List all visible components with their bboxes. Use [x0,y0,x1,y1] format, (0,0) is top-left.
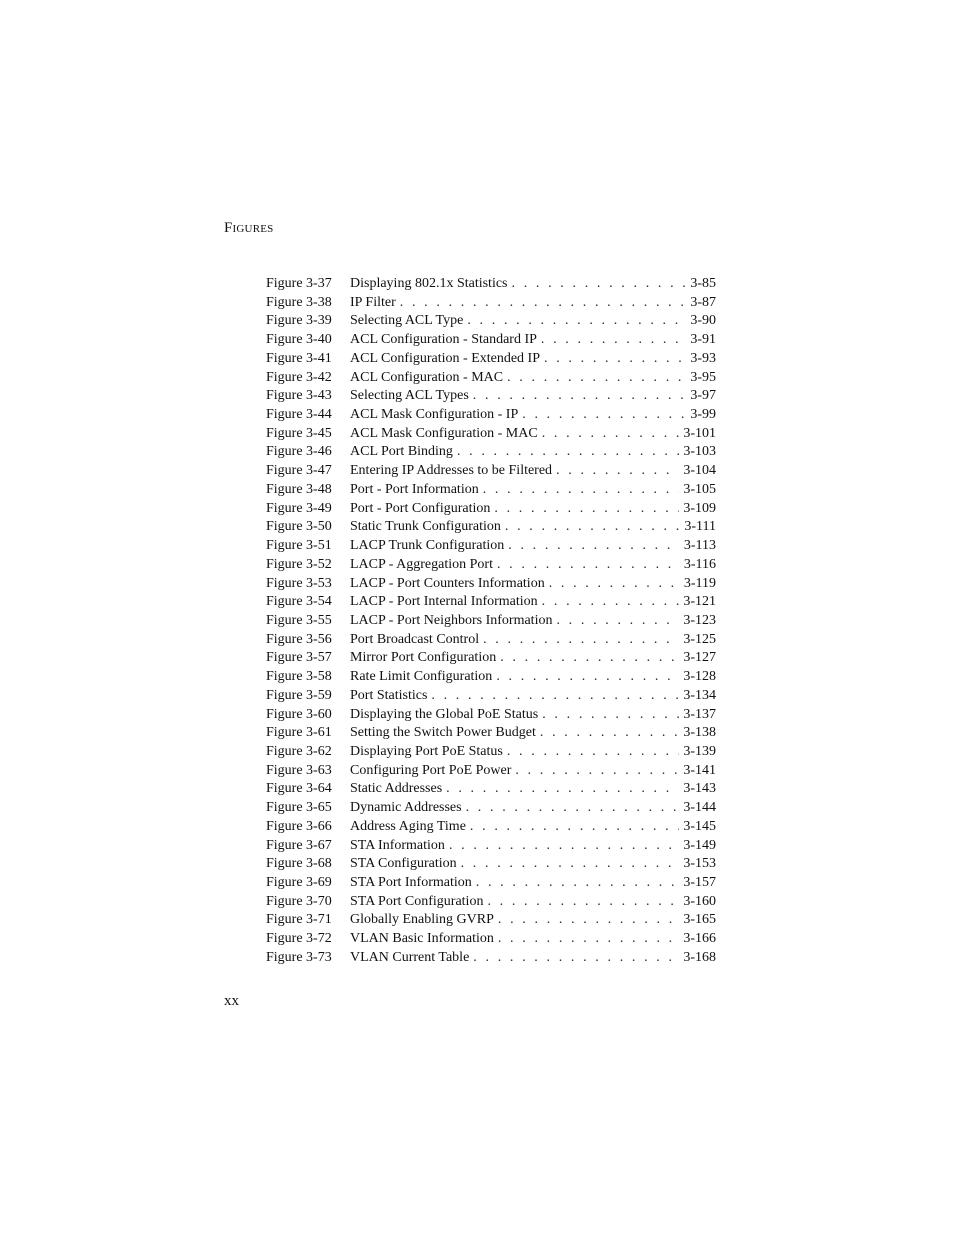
figure-number: Figure 3-43 [266,388,332,404]
figure-page-number: 3-168 [683,949,716,965]
dot-leader [466,799,680,818]
dot-leader [542,425,680,444]
figure-page-number: 3-139 [683,743,716,759]
dot-leader [487,893,679,912]
figure-page-number: 3-143 [683,781,716,797]
figure-number: Figure 3-61 [266,725,332,741]
list-item [266,331,716,350]
figure-title: STA Information [350,837,445,853]
figure-page-number: 3-116 [683,556,716,572]
dot-leader [476,874,680,893]
figure-title: STA Port Information [350,875,472,890]
dot-leader [457,443,679,462]
figure-number: Figure 3-62 [266,743,332,759]
figure-number: Figure 3-71 [266,912,332,928]
dot-leader [542,593,680,612]
figure-title: LACP - Port Neighbors Information [350,612,553,628]
figure-title: Selecting ACL Type [350,313,464,329]
figure-number: Figure 3-57 [266,650,332,666]
list-item [266,481,716,500]
figure-title: Rate Limit Configuration [350,669,493,685]
figure-title: Setting the Switch Power Budget [350,725,536,741]
figure-page-number: 3-105 [683,481,716,497]
figure-number: Figure 3-39 [266,313,332,329]
figure-title: VLAN Current Table [350,949,470,965]
figure-page-number: 3-97 [690,388,716,404]
dot-leader [508,537,680,556]
figure-title: Address Aging Time [350,818,466,834]
running-head-initial: F [224,220,233,236]
list-item [266,500,716,519]
figure-title: Static Addresses [350,781,443,797]
figure-number: Figure 3-56 [266,631,332,647]
figure-page-number: 3-85 [690,276,716,291]
list-item [266,350,716,369]
figure-number: Figure 3-44 [266,407,332,423]
figure-title: Configuring Port PoE Power [350,762,512,778]
figure-page-number: 3-119 [683,575,716,591]
figure-title: VLAN Basic Information [350,931,494,947]
list-item [266,406,716,425]
figure-number: Figure 3-47 [266,463,332,479]
dot-leader [498,911,679,930]
list-item [266,780,716,799]
figure-number: Figure 3-63 [266,762,332,778]
dot-leader [496,668,679,687]
list-item [266,874,716,893]
figure-number: Figure 3-54 [266,594,332,610]
list-item [266,743,716,762]
list-item [266,949,716,968]
list-item [266,911,716,930]
figure-page-number: 3-111 [684,519,716,535]
figure-page-number: 3-123 [683,612,716,628]
dot-leader [473,949,679,968]
figure-number: Figure 3-69 [266,875,332,890]
list-item [266,706,716,725]
figure-number: Figure 3-49 [266,500,332,516]
figure-number: Figure 3-64 [266,781,332,797]
list-item [266,687,716,706]
figure-number: Figure 3-66 [266,818,332,834]
figure-title: ACL Configuration - Standard IP [350,332,537,348]
list-item [266,837,716,856]
dot-leader [505,518,680,537]
list-item [266,631,716,650]
figure-title: Dynamic Addresses [350,800,462,816]
figure-page-number: 3-145 [683,818,716,834]
figure-number: Figure 3-38 [266,294,332,310]
figure-title: IP Filter [350,294,396,310]
figure-number: Figure 3-67 [266,837,332,853]
figure-number: Figure 3-70 [266,893,332,909]
dot-leader [556,462,679,481]
figure-number: Figure 3-53 [266,575,332,591]
figure-title: Selecting ACL Types [350,388,469,404]
dot-leader [507,369,686,388]
dot-leader [494,500,679,519]
dot-leader [556,612,679,631]
list-item [266,818,716,837]
figure-page-number: 3-127 [683,650,716,666]
figure-title: Port - Port Configuration [350,500,491,516]
dot-leader [549,575,680,594]
figure-title: Port Statistics [350,687,428,703]
figure-number: Figure 3-58 [266,669,332,685]
figure-page-number: 3-149 [683,837,716,853]
figure-page-number: 3-99 [690,407,716,423]
list-item [266,556,716,575]
dot-leader [470,818,679,837]
figure-page-number: 3-125 [683,631,716,647]
figure-page-number: 3-157 [683,875,716,890]
list-item [266,893,716,912]
figure-page-number: 3-95 [690,369,716,385]
figure-number: Figure 3-51 [266,538,332,554]
list-item [266,369,716,388]
figure-number: Figure 3-73 [266,949,332,965]
figure-page-number: 3-90 [690,313,716,329]
figure-number: Figure 3-46 [266,444,332,460]
dot-leader [483,481,680,500]
figure-title: ACL Configuration - Extended IP [350,350,541,366]
dot-leader [542,706,679,725]
dot-leader [449,837,679,856]
figure-title: ACL Mask Configuration - IP [350,407,519,423]
figure-title: ACL Configuration - MAC [350,369,504,385]
figure-title: STA Configuration [350,856,457,872]
figure-title: LACP - Aggregation Port [350,556,493,572]
dot-leader [507,743,679,762]
figure-page-number: 3-113 [683,538,716,554]
figure-number: Figure 3-65 [266,800,332,816]
figure-number: Figure 3-48 [266,481,332,497]
list-item [266,855,716,874]
figure-page-number: 3-128 [683,669,716,685]
figure-page-number: 3-104 [683,463,716,479]
dot-leader [540,724,679,743]
figure-page-number: 3-109 [683,500,716,516]
dot-leader [467,312,686,331]
figure-number: Figure 3-68 [266,856,332,872]
running-head-rest: IGURES [232,223,274,235]
figure-page-number: 3-134 [683,687,716,703]
dot-leader [461,855,680,874]
figure-title: STA Port Configuration [350,893,484,909]
list-item [266,443,716,462]
dot-leader [522,406,686,425]
list-item [266,518,716,537]
figure-number: Figure 3-59 [266,687,332,703]
figure-number: Figure 3-72 [266,931,332,947]
list-item [266,425,716,444]
list-item [266,387,716,406]
dot-leader [515,762,679,781]
figure-title: ACL Mask Configuration - MAC [350,425,538,441]
figure-page-number: 3-91 [690,332,716,348]
figure-page-number: 3-121 [683,594,716,610]
figure-title: Port Broadcast Control [350,631,480,647]
list-item [266,762,716,781]
list-item [266,294,716,313]
figure-title: Displaying 802.1x Statistics [350,276,508,291]
list-item [266,575,716,594]
figure-page-number: 3-103 [683,444,716,460]
figure-number: Figure 3-41 [266,350,332,366]
figure-page-number: 3-141 [683,762,716,778]
running-head [224,220,273,237]
list-item [266,312,716,331]
figure-page-number: 3-87 [690,294,716,310]
dot-leader [497,556,680,575]
figure-title: LACP - Port Internal Information [350,594,538,610]
figure-page-number: 3-138 [683,725,716,741]
figure-page-number: 3-166 [683,931,716,947]
figure-number: Figure 3-60 [266,706,332,722]
figure-page-number: 3-93 [690,350,716,366]
figure-number: Figure 3-42 [266,369,332,385]
figure-number: Figure 3-50 [266,519,332,535]
figure-title: LACP - Port Counters Information [350,575,545,591]
figure-title: Mirror Port Configuration [350,650,497,666]
list-item [266,668,716,687]
list-item [266,649,716,668]
dot-leader [446,780,679,799]
figure-number: Figure 3-40 [266,332,332,348]
figure-number: Figure 3-55 [266,612,332,628]
dot-leader [431,687,679,706]
figure-page-number: 3-101 [683,425,716,441]
dot-leader [483,631,679,650]
dot-leader [400,294,687,313]
figure-number: Figure 3-45 [266,425,332,441]
page-number: xx [224,993,239,1009]
figure-number: Figure 3-52 [266,556,332,572]
list-item [266,612,716,631]
dot-leader [473,387,687,406]
figure-title: Port - Port Information [350,481,479,497]
figure-page-number: 3-137 [683,706,716,722]
list-item [266,275,716,294]
dot-leader [541,331,686,350]
dot-leader [498,930,679,949]
figure-title: Displaying the Global PoE Status [350,706,539,722]
dot-leader [512,275,687,294]
figure-title: Entering IP Addresses to be Filtered [350,463,553,479]
dot-leader [500,649,679,668]
list-item [266,593,716,612]
figure-title: LACP Trunk Configuration [350,538,505,554]
figure-page-number: 3-153 [683,856,716,872]
figure-page-number: 3-160 [683,893,716,909]
figure-number: Figure 3-37 [266,276,332,291]
list-item [266,724,716,743]
figure-title: Globally Enabling GVRP [350,912,494,928]
list-item [266,930,716,949]
figure-title: Displaying Port PoE Status [350,743,503,759]
list-item [266,799,716,818]
figure-page-number: 3-144 [683,800,716,816]
figure-list [266,275,716,968]
figure-title: Static Trunk Configuration [350,519,501,535]
list-item [266,537,716,556]
figure-page-number: 3-165 [683,912,716,928]
list-item [266,462,716,481]
figure-title: ACL Port Binding [350,444,453,460]
dot-leader [544,350,686,369]
